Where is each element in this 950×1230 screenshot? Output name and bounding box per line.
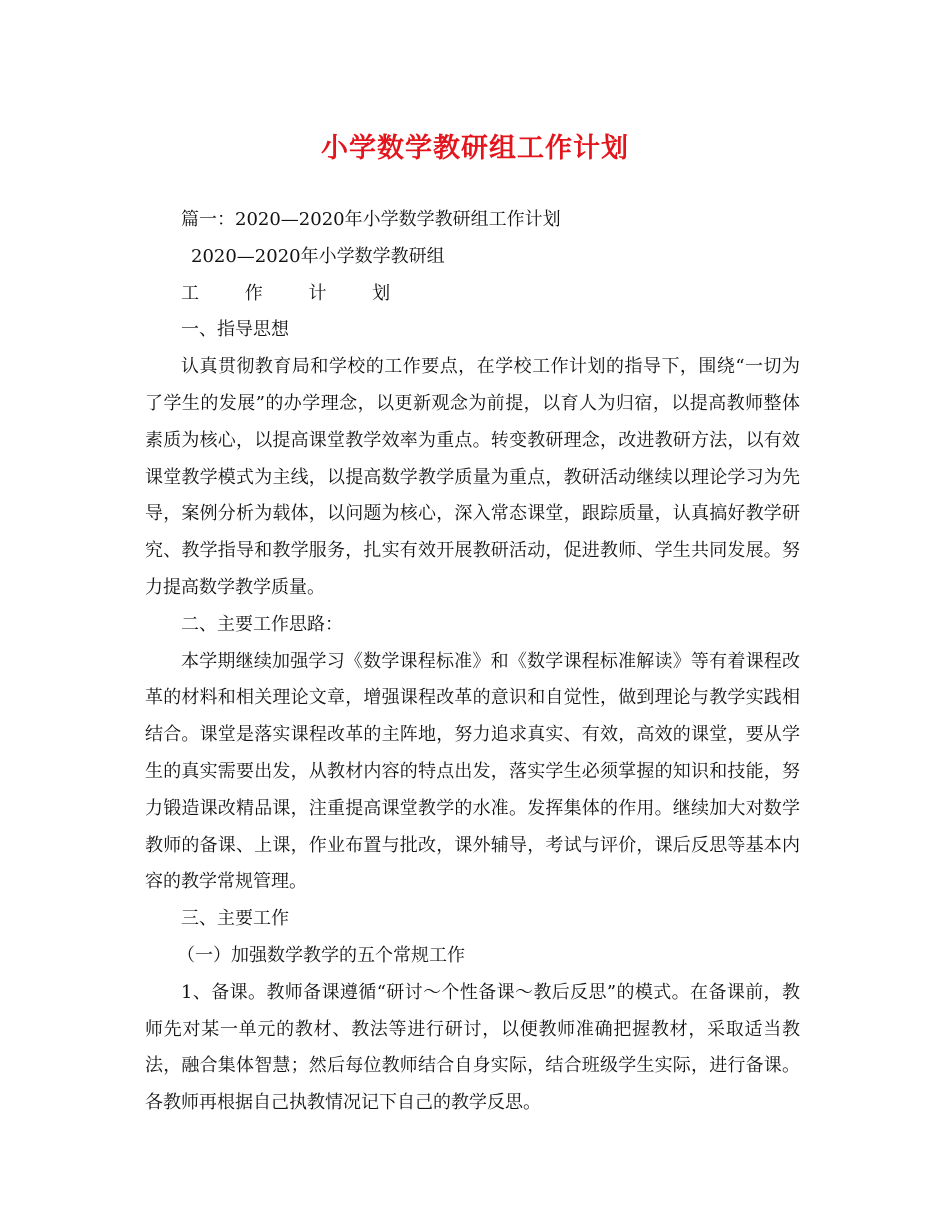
section-paragraph-2: 本学期继续加强学习《数学课程标准》和《数学课程标准解读》等有着课程改革的材料和相关理论文章，增强课程改革的意识和自觉性，做到理论与教学实践相结合。课堂是落实课程改革的主阵地，努力追求真实、有效，高效的课堂，要从学生的真实需要出发，从教材内容的特点出发，落实学生必须掌握的知识和技能，努力锻造课改精品课，注重提高课堂教学的水准。发挥集体的作用。继续加大对数学教师的备课、上课，作业布置与批改，课外辅导，考试与评价，课后反思等基本内容的教学常规管理。 [145, 650, 800, 893]
subsection-heading-1: （一）加强数学教学的五个常规工作 [177, 944, 465, 966]
document-body [145, 202, 800, 1122]
section-heading-3: 三、主要工作 [181, 908, 289, 930]
section-heading-1: 一、指导思想 [181, 319, 289, 341]
section-paragraph-1: 认真贯彻教育局和学校的工作要点，在学校工作计划的指导下，围绕“一切为了学生的发展”的办学理念，以更新观念为前提，以育人为归宿，以提高教师整体素质为核心，以提高课堂教学效率为重点。转变教研理念，改进教研方法，以有效课堂教学模式为主线，以提高数学教学质量为重点，教研活动继续以理论学习为先导，案例分析为载体，以问题为核心，深入常态课堂，跟踪质量，认真搞好教学研究、教学指导和教学服务，扎实有效开展教研活动，促进教师、学生共同发展。努力提高数学教学质量。 [145, 356, 800, 598]
document-title: 小学数学教研组工作计划 [321, 133, 629, 164]
article-heading: 篇一：2020—2020年小学数学教研组工作计划 [181, 209, 561, 230]
section-heading-2: 二、主要工作思路： [181, 613, 343, 635]
subsection-paragraph-1: 1、备课。教师备课遵循“研讨～个性备课～教后反思”的模式。在备课前，教师先对某一单元的教材、教法等进行研讨，以便教师准确把握教材，采取适当教法，融合集体智慧；然后每位教师结合自身实际，结合班级学生实际，进行备课。各教师再根据自己执教情况记下自己的教学反思。 [145, 981, 800, 1114]
group-name: 2020—2020年小学数学教研组 [191, 245, 445, 267]
plan-label: 工 作 计 划 [181, 282, 411, 304]
